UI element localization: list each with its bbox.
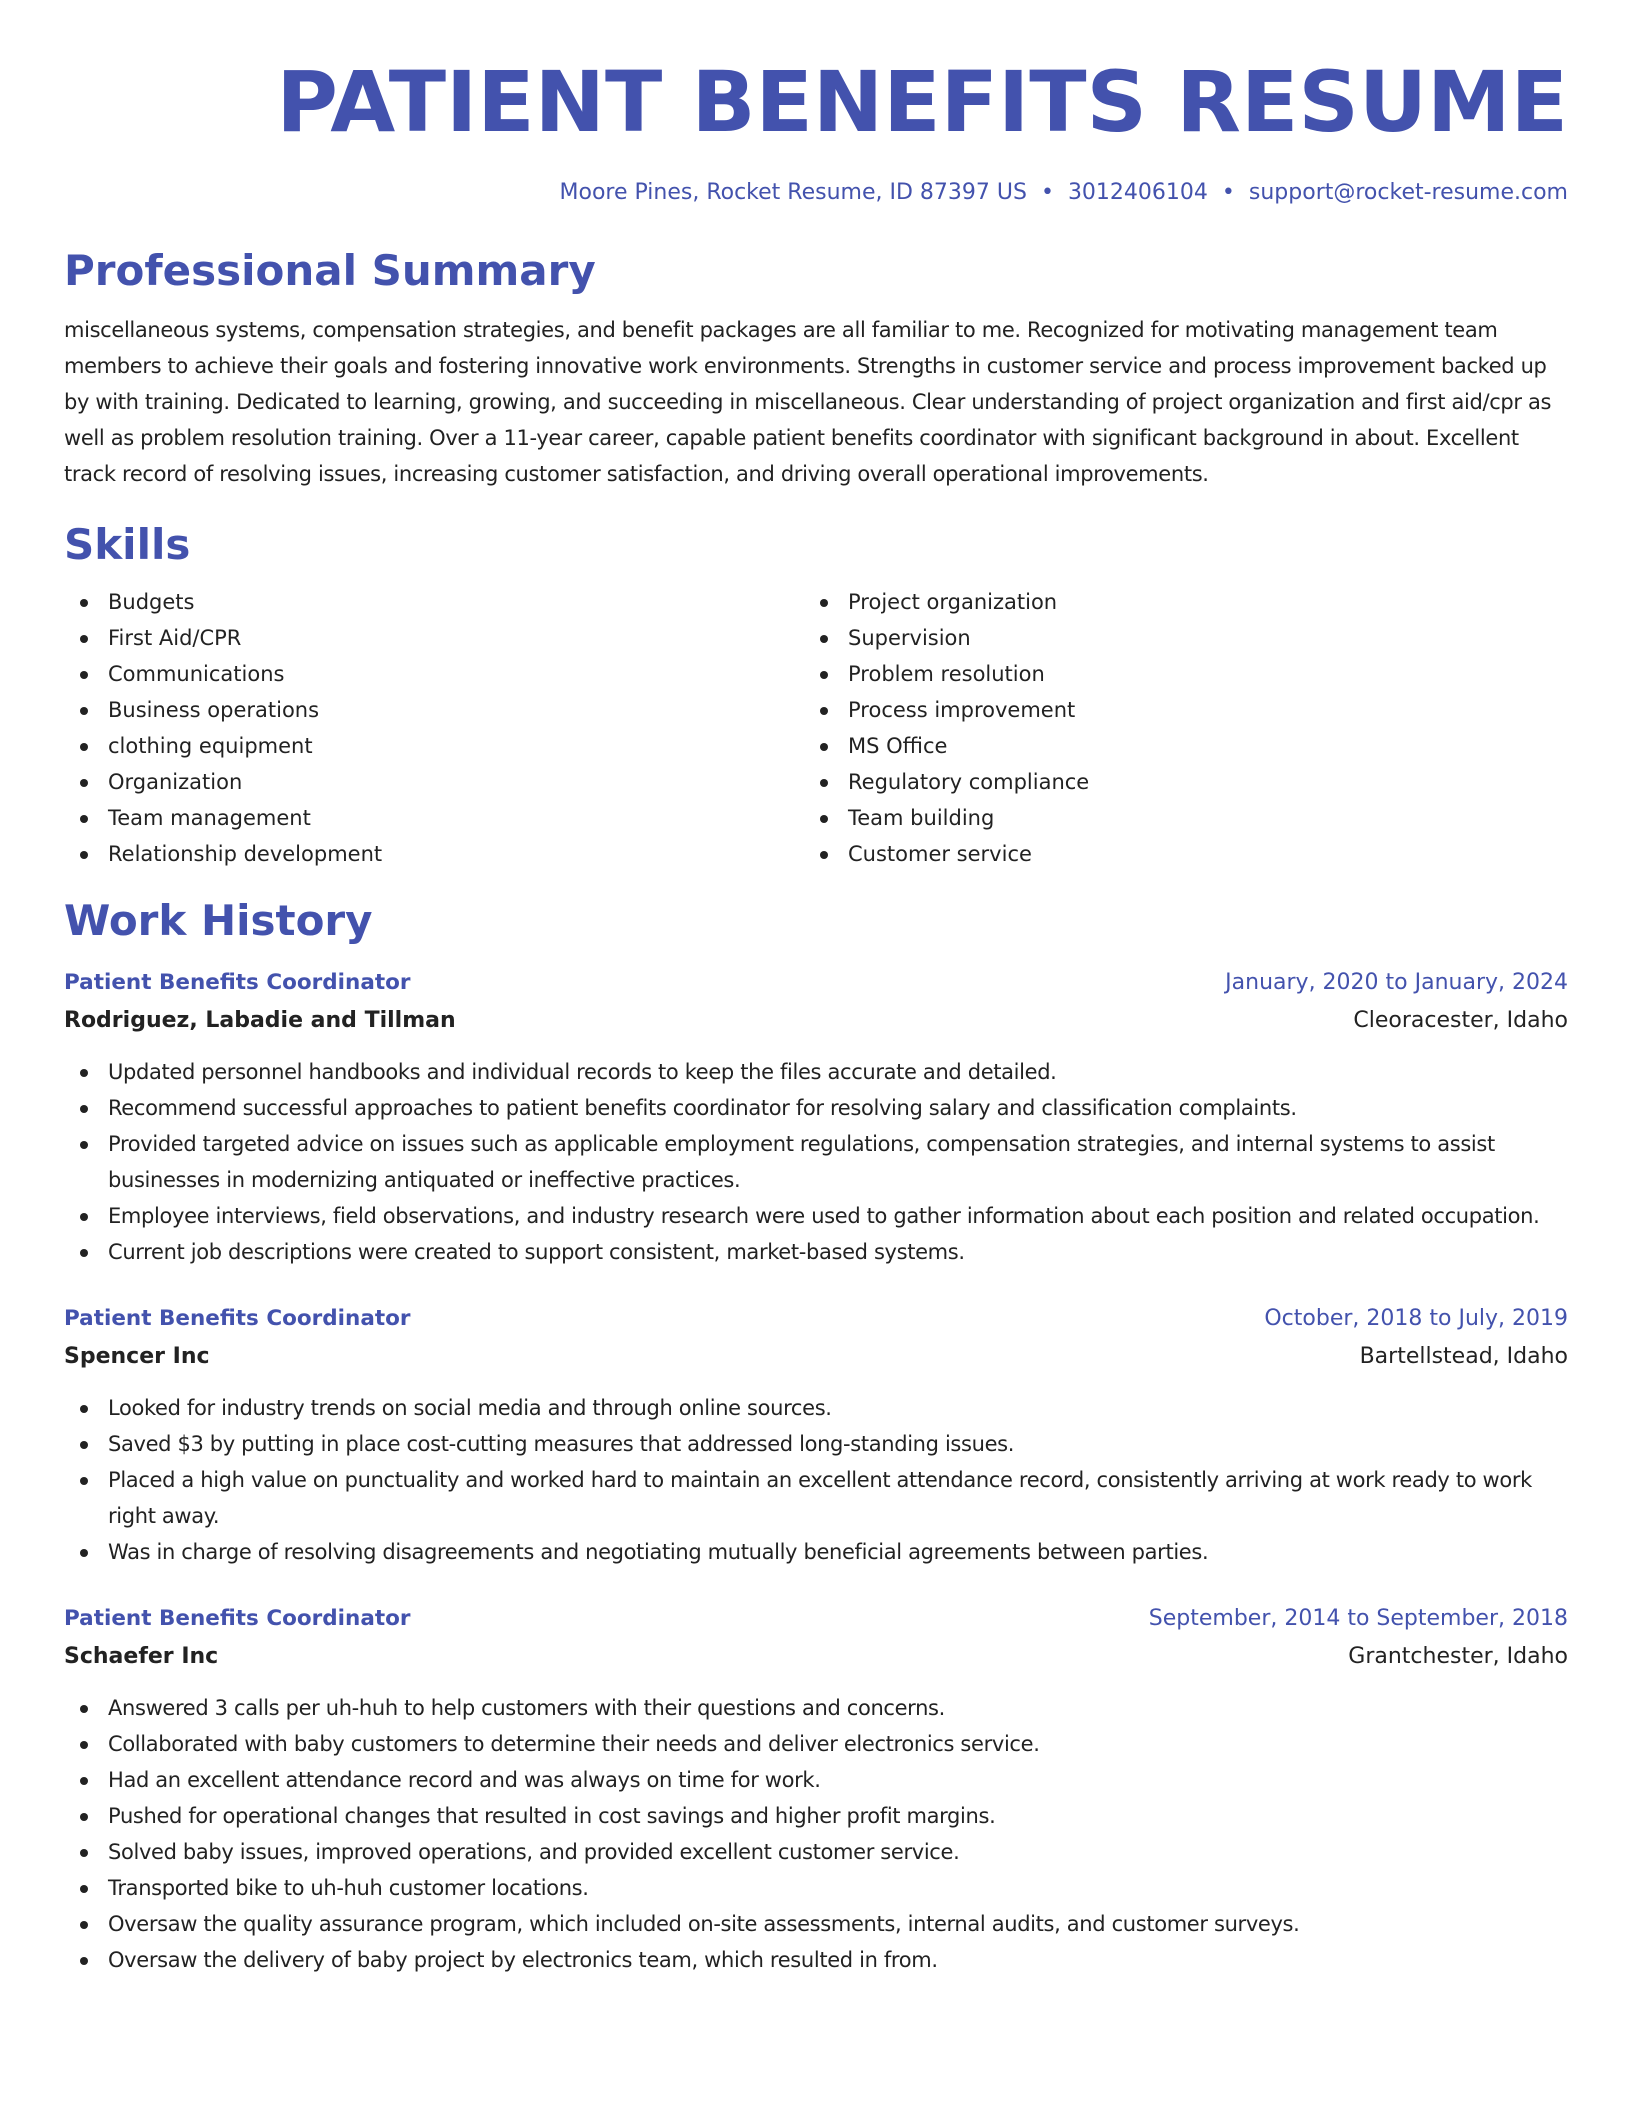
skill-item: Process improvement	[804, 692, 1544, 728]
skills-column-right	[804, 584, 1544, 872]
job-bullet: Employee interviews, field observations, and industry research were used to gather information about each position and related occupation.	[64, 1198, 1568, 1234]
skill-item: MS Office	[804, 728, 1544, 764]
skill-item: clothing equipment	[64, 728, 804, 764]
job-entry	[64, 1600, 1568, 1978]
job-bullet: Was in charge of resolving disagreements and negotiating mutually beneficial agreements between parties.	[64, 1534, 1568, 1570]
job-bullet: Saved $3 by putting in place cost-cutting measures that addressed long-standing issues.	[64, 1426, 1568, 1462]
job-company: Rodriguez, Labadie and Tillman	[64, 1008, 456, 1033]
job-location: Cleoracester, Idaho	[1353, 1008, 1568, 1033]
skills-heading: Skills	[64, 520, 191, 569]
skill-item: Team management	[64, 800, 804, 836]
job-bullets	[64, 1054, 1568, 1270]
contact-address: Moore Pines, Rocket Resume, ID 87397 US	[559, 180, 1027, 205]
resume-title: PATIENT BENEFITS RESUME	[276, 53, 1568, 151]
skill-item: Organization	[64, 764, 804, 800]
job-bullet: Oversaw the delivery of baby project by electronics team, which resulted in from.	[64, 1942, 1568, 1978]
job-company: Spencer Inc	[64, 1344, 210, 1369]
contact-line	[64, 178, 1568, 208]
skill-item: Business operations	[64, 692, 804, 728]
job-location: Bartellstead, Idaho	[1359, 1344, 1568, 1369]
skill-item: Team building	[804, 800, 1544, 836]
skill-item: Communications	[64, 656, 804, 692]
summary-heading: Professional Summary	[64, 246, 596, 295]
skill-item: Relationship development	[64, 836, 804, 872]
skill-item: Project organization	[804, 584, 1544, 620]
job-dates: September, 2014 to September, 2018	[1148, 1606, 1568, 1631]
job-bullets	[64, 1390, 1568, 1570]
job-bullet: Collaborated with baby customers to determine their needs and deliver electronics service.	[64, 1726, 1568, 1762]
job-title: Patient Benefits Coordinator	[64, 1606, 411, 1631]
skill-item: Regulatory compliance	[804, 764, 1544, 800]
skills-list	[64, 584, 1568, 872]
job-location: Grantchester, Idaho	[1348, 1644, 1568, 1669]
summary-text: miscellaneous systems, compensation strategies, and benefit packages are all familiar to me. Recognized for motivating management team members to achieve their goals and fostering innovative work environments. Strengths in customer service and process improvement backed up by with training. Dedicated to learning, growing, and succeeding in miscellaneous. Clear understanding of project organization and first aid/cpr as well as problem resolution training. Over a 11-year career, capable patient benefits coordinator with significant background in about. Excellent track record of resolving issues, increasing customer satisfaction, and driving overall operational improvements.	[64, 318, 1552, 486]
skill-item: First Aid/CPR	[64, 620, 804, 656]
contact-separator: •	[1040, 180, 1054, 205]
skill-item: Problem resolution	[804, 656, 1544, 692]
job-bullet: Solved baby issues, improved operations, and provided excellent customer service.	[64, 1834, 1568, 1870]
work-history-heading: Work History	[64, 896, 373, 945]
job-dates: January, 2020 to January, 2024	[1225, 970, 1568, 995]
job-entry	[64, 964, 1568, 1270]
job-bullet: Recommend successful approaches to patient benefits coordinator for resolving salary and classification complaints.	[64, 1090, 1568, 1126]
job-bullet: Current job descriptions were created to support consistent, market-based systems.	[64, 1234, 1568, 1270]
contact-separator: •	[1221, 180, 1235, 205]
job-title: Patient Benefits Coordinator	[64, 970, 411, 995]
contact-phone: 3012406104	[1067, 180, 1208, 205]
skill-item: Supervision	[804, 620, 1544, 656]
job-bullet: Looked for industry trends on social media and through online sources.	[64, 1390, 1568, 1426]
job-bullet: Pushed for operational changes that resulted in cost savings and higher profit margins.	[64, 1798, 1568, 1834]
skill-item: Budgets	[64, 584, 804, 620]
job-bullet: Provided targeted advice on issues such as applicable employment regulations, compensation strategies, and internal systems to assist businesses in modernizing antiquated or ineffective practices.	[64, 1126, 1568, 1198]
job-bullet: Updated personnel handbooks and individual records to keep the files accurate and detailed.	[64, 1054, 1568, 1090]
job-dates: October, 2018 to July, 2019	[1264, 1306, 1568, 1331]
contact-email: support@rocket-resume.com	[1248, 180, 1568, 205]
job-bullets	[64, 1690, 1568, 1978]
skills-column-left	[64, 584, 804, 872]
job-company: Schaefer Inc	[64, 1644, 219, 1669]
job-bullet: Had an excellent attendance record and was always on time for work.	[64, 1762, 1568, 1798]
job-entry	[64, 1300, 1568, 1570]
job-bullet: Oversaw the quality assurance program, which included on-site assessments, internal audits, and customer surveys.	[64, 1906, 1568, 1942]
job-bullet: Transported bike to uh-huh customer locations.	[64, 1870, 1568, 1906]
job-bullet: Answered 3 calls per uh-huh to help customers with their questions and concerns.	[64, 1690, 1568, 1726]
job-title: Patient Benefits Coordinator	[64, 1306, 411, 1331]
skill-item: Customer service	[804, 836, 1544, 872]
job-bullet: Placed a high value on punctuality and worked hard to maintain an excellent attendance record, consistently arriving at work ready to work right away.	[64, 1462, 1568, 1534]
